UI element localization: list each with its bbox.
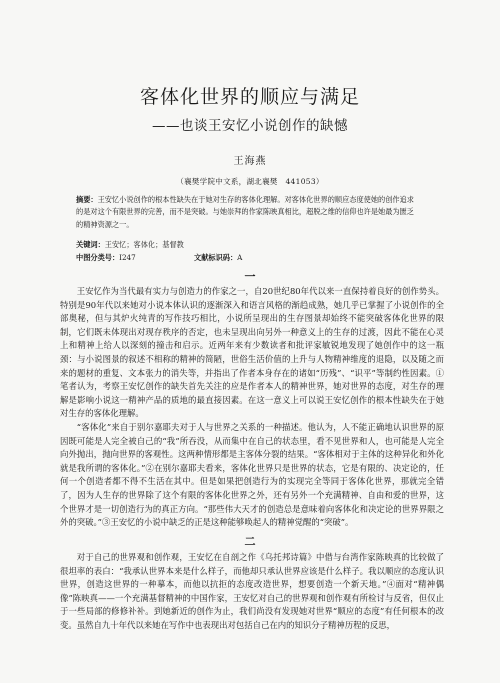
article-title: 客体化世界的顺应与满足 <box>139 86 360 108</box>
author-affiliation: （襄樊学院中文系，湖北襄樊 441053） <box>176 177 324 186</box>
doc-code-value: A <box>237 252 243 262</box>
paragraph: 对于自己的世界观和创作观，王安忆在自剖之作《乌托邦诗篇》中借与台湾作家陈映真的比较做了很坦率的表白：“我承认世界本来是什么样子，而他却只承认世界应该是什么样子。我以顺应的态度认识世界，创造这世界的一种摹本，而他以抗拒的态度改造世界，想要创造一个新天地。”④面对“精神偶像”陈映真——一个充满基督精神的中国作家，王安忆对自己的世界观和创作观有所检讨与反省，但仅止于一些局部的修修补补。到她新近的创作为止，我们尚没有发现她对世界“顺应的态度”有任何根本的改变。虽然自九十年代以来她在写作中也表现出对包括自己在内的知识分子精神历程的反思， <box>60 552 444 630</box>
abstract-text: 王安忆小说创作的根本性缺失在于她对生存的客体化理解。对客体化世界的顺应态度使她的创作追求的是对这个有限世界的完善，而不是突破。与她崇拜的作家陈映真相比，超脱之维的信仰也许是她最为匮乏的精神资源之一。 <box>76 195 414 229</box>
keywords-label: 关键词： <box>76 240 105 249</box>
abstract-block <box>76 194 414 231</box>
clc-value: I247 <box>119 252 136 262</box>
section-2-body <box>60 551 444 633</box>
article-meta <box>76 239 414 264</box>
section-divider-2: 二 <box>244 535 256 548</box>
author-name: 王海燕 <box>233 156 267 167</box>
section-divider-1: 一 <box>244 270 256 283</box>
paragraph: 王安忆作为当代最有实力与创造力的作家之一，自20世纪80年代以来一直保持着良好的创作势头。特别是90年代以来她对小说本体认识的逐渐深入和语言风格的渐趋成熟，她几乎已掌握了小说创作的全部奥秘，但与其炉火纯青的写作技巧相比，小说所呈现出的生存图景却始终不能突破客体化世界的限制，它们既未体现出对现存秩序的否定，也未呈现出向另外一种意义上的生存的过渡，因此不能在心灵上和精神上给人以深刻的撞击和启示。近两年来有少数读者和批评家敏锐地发现了她创作中的这一瓶颈：与小说图景的叙述不相称的精神的简陋，世俗生活价值的上升与人物精神维度的退隐，以及随之而来的题材的重复、文本张力的消失等，并指出了作者本身存在的诸如“历残”、“识平”等制约性因素。①笔者认为，考察王安忆创作的缺失首先关注的应是作者本人的精神世界，她对世界的态度，对生存的理解是影响小说这一精神产品的质地的最直接因素。在这一意义上可以说王安忆创作的根本性缺失在于她对生存的客体化理解。 <box>60 286 444 419</box>
classification-row <box>76 252 414 265</box>
doc-code-label: 文献标识码： <box>194 252 238 262</box>
abstract-label: 摘要： <box>76 195 98 204</box>
paragraph: “客体化”来自于别尔嘉耶夫对于人与世界之关系的一种描述。他认为，人不能正确地认识世界的原因既可能是人完全被自己的“我”所吞没，从而集中在自己的状态里，看不见世界和人，也可能是人完全向外抛出，抛向世界的客观性。这两种情形都是主客体分裂的结果。“客体相对于主体的这种异化和外化就是我所谓的客体化。”②在别尔嘉耶夫看来，客体化世界只是世界的状态，它是有限的、决定论的，任何一个创造者都不得不生活在其中。但是如果把创造行为的实现完全等同于客体化世界，那就完全错了，因为人生存的世界除了这个有限的客体化世界之外，还有另外一个充满精神、自由和爱的世界，这个世界才是一切创造行为的真正方向。“那些伟大天才的创造总是意味着向客体化和决定论的世界界限之外的突破。”③王安忆的小说中缺乏的正是这种能够唤起人的精神觉醒的“突破”。 <box>60 421 444 528</box>
clc-label: 中图分类号： <box>76 252 120 262</box>
article-subtitle: ——也谈王安忆小说创作的缺憾 <box>152 118 348 134</box>
keywords-text: 王安忆；客体化；基督教 <box>104 240 184 249</box>
section-1-body <box>60 285 444 530</box>
keywords-row <box>76 239 414 252</box>
